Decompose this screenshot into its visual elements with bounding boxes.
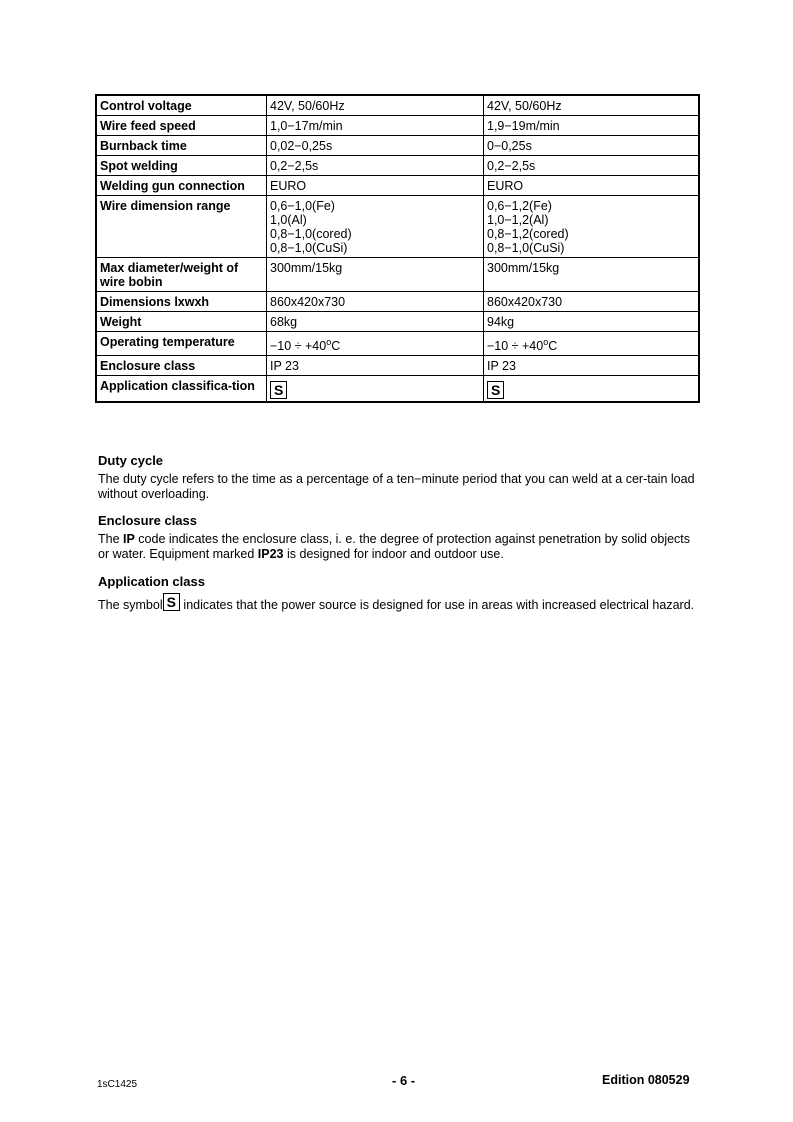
text-run: indicates that the power source is designed for use in areas with increased electrical hazard. — [179, 598, 695, 612]
row-label: Dimensions lxwxh — [96, 292, 267, 312]
s-symbol-icon: S — [270, 381, 287, 399]
text-run: code indicates the enclosure class, i. e. the degree of protection against penetration by solid objects or water. Equipment marked — [98, 532, 691, 561]
text-run: The — [98, 532, 124, 546]
value-line: 0,6−1,0(Fe) — [270, 199, 335, 213]
document-code: 1sC1425 — [97, 1079, 138, 1090]
value-model-1: 42V, 50/60Hz — [267, 95, 484, 116]
table-row — [96, 312, 699, 332]
value-line: 1,0(Al) — [270, 213, 307, 227]
value-model-2: 860x420x730 — [484, 292, 700, 312]
temp-unit: C — [548, 339, 558, 353]
value-model-1: EURO — [267, 176, 484, 196]
application-class-section — [98, 574, 698, 613]
row-label: Spot welding — [96, 156, 267, 176]
value-model-1: 0,02−0,25s — [267, 136, 484, 156]
row-label: Wire feed speed — [96, 116, 267, 136]
value-model-2: IP 23 — [484, 356, 700, 376]
value-line: 0,8−1,0(CuSi) — [270, 241, 348, 255]
s-symbol-icon: S — [487, 381, 504, 399]
value-line: 1,0−1,2(Al) — [487, 213, 549, 227]
value-model-2: 94kg — [484, 312, 700, 332]
row-label: Control voltage — [96, 95, 267, 116]
section-heading: Duty cycle — [98, 453, 164, 468]
text-run: The symbol — [98, 598, 163, 612]
enclosure-class-section — [98, 513, 698, 562]
value-model-1 — [267, 196, 484, 258]
value-model-1: IP 23 — [267, 356, 484, 376]
table-row — [96, 136, 699, 156]
degree-sup: o — [543, 337, 549, 347]
row-label: Weight — [96, 312, 267, 332]
table-row — [96, 116, 699, 136]
page-number: - 6 - — [392, 1073, 416, 1088]
section-paragraph — [98, 593, 698, 613]
row-label: Enclosure class — [96, 356, 267, 376]
section-paragraph — [98, 532, 698, 562]
table-row — [96, 292, 699, 312]
table-row — [96, 376, 699, 403]
value-model-1 — [267, 332, 484, 356]
duty-cycle-section — [98, 453, 698, 502]
text-run: is designed for indoor and outdoor use. — [283, 547, 504, 561]
row-label: Max diameter/weight of wire bobin — [96, 258, 267, 292]
value-model-1: 68kg — [267, 312, 484, 332]
value-line: 0,8−1,0(cored) — [270, 227, 352, 241]
row-label: Burnback time — [96, 136, 267, 156]
value-model-2 — [484, 332, 700, 356]
value-model-1 — [267, 376, 484, 403]
temp-range: −10 ÷ +40 — [270, 339, 327, 353]
value-line: 0,8−1,2(cored) — [487, 227, 569, 241]
row-label: Application classifica-tion — [96, 376, 267, 403]
temp-unit: C — [331, 339, 341, 353]
table-row — [96, 196, 699, 258]
row-label: Wire dimension range — [96, 196, 267, 258]
value-model-2: 300mm/15kg — [484, 258, 700, 292]
value-model-2: EURO — [484, 176, 700, 196]
table-row — [96, 156, 699, 176]
ip23-term: IP23 — [257, 547, 284, 561]
value-model-1: 860x420x730 — [267, 292, 484, 312]
section-heading: Enclosure class — [98, 513, 197, 528]
temp-range: −10 ÷ +40 — [487, 339, 544, 353]
s-symbol-icon: S — [163, 593, 180, 611]
value-model-2 — [484, 376, 700, 403]
value-line: 0,6−1,2(Fe) — [487, 199, 552, 213]
value-line: 0,8−1,0(CuSi) — [487, 241, 565, 255]
row-label: Welding gun connection — [96, 176, 267, 196]
value-model-2 — [484, 196, 700, 258]
value-model-2: 42V, 50/60Hz — [484, 95, 700, 116]
value-model-1: 300mm/15kg — [267, 258, 484, 292]
section-paragraph: The duty cycle refers to the time as a percentage of a ten−minute period that you can weld at a cer-tain load without overloading. — [98, 472, 695, 501]
value-model-2: 0,2−2,5s — [484, 156, 700, 176]
edition-label: Edition 080529 — [602, 1073, 690, 1087]
table-row — [96, 258, 699, 292]
degree-sup: o — [326, 337, 332, 347]
table-row — [96, 95, 699, 116]
value-model-1: 0,2−2,5s — [267, 156, 484, 176]
row-label: Operating temperature — [96, 332, 267, 356]
value-model-2: 0−0,25s — [484, 136, 700, 156]
specifications-table — [95, 94, 700, 403]
value-model-2: 1,9−19m/min — [484, 116, 700, 136]
table-row — [96, 356, 699, 376]
table-row — [96, 176, 699, 196]
table-row — [96, 332, 699, 356]
section-heading: Application class — [98, 574, 205, 589]
value-model-1: 1,0−17m/min — [267, 116, 484, 136]
ip-term: IP — [123, 532, 135, 546]
